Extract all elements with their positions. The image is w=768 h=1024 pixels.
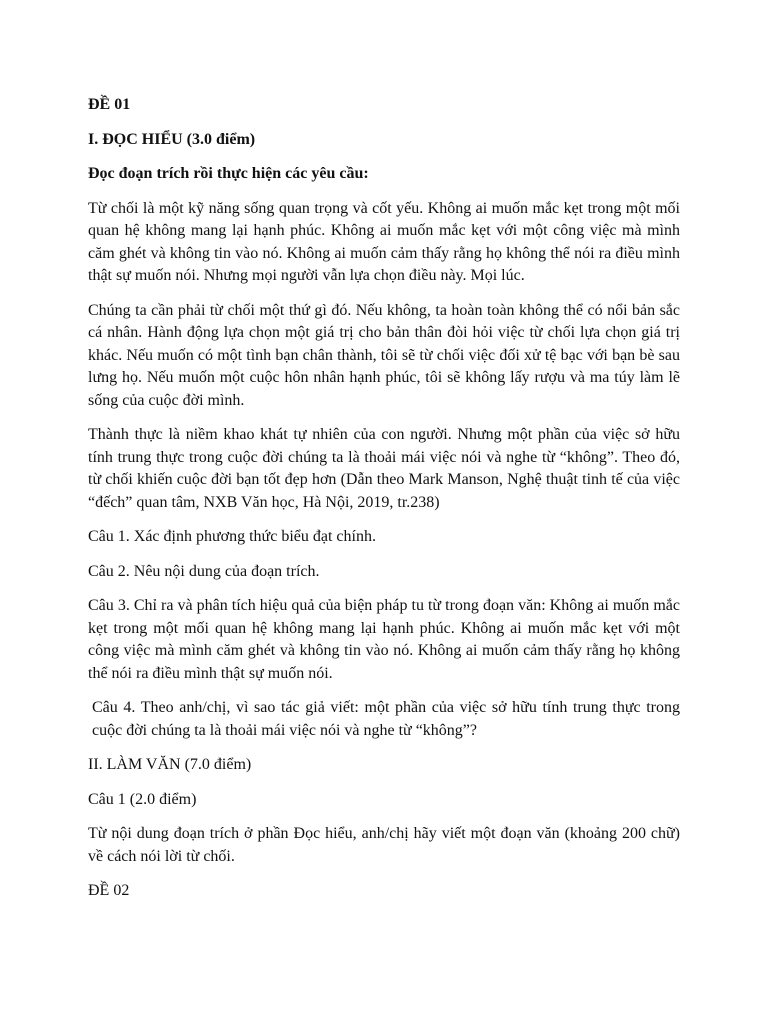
- document-page: [88, 94, 680, 915]
- question-2: Câu 2. Nêu nội dung của đoạn trích.: [88, 562, 320, 580]
- passage-paragraph-3: Thành thực là niềm khao khát tự nhiên của con người. Nhưng một phần của việc sở hữu tính trung thực trong cuộc đời chúng ta là thoải mái việc nói và nghe từ “không”. Theo đó, từ chối khiến cuộc đời bạn tốt đẹp hơn (Dẫn theo Mark Manson, Nghệ thuật tinh tế của việc “đếch” quan tâm, NXB Văn học, Hà Nội, 2019, tr.238): [88, 426, 680, 511]
- passage-paragraph-2: Chúng ta cần phải từ chối một thứ gì đó. Nếu không, ta hoàn toàn không thể có nổi bản sắc cá nhân. Hành động lựa chọn một giá trị cho bản thân đòi hỏi việc từ chối lựa chọn giá trị khác. Nếu muốn có một tình bạn chân thành, tôi sẽ từ chối việc đối xử tệ bạc với bạn bè sau lưng họ. Nếu muốn một cuộc hôn nhân hạnh phúc, tôi sẽ không lấy rượu và ma túy làm lẽ sống của cuộc đời mình.: [88, 301, 680, 409]
- question-1: Câu 1. Xác định phương thức biểu đạt chính.: [88, 528, 376, 545]
- essay-question-1-text: Từ nội dung đoạn trích ở phần Đọc hiểu, anh/chị hãy viết một đoạn văn (khoảng 200 chữ) về cách nói lời từ chối.: [88, 825, 680, 865]
- exam-title-de01: ĐỀ 01: [88, 96, 131, 113]
- exam-title-de02: ĐỀ 02: [88, 882, 130, 899]
- question-4: Câu 4. Theo anh/chị, vì sao tác giả viết: một phần của việc sở hữu tính trung thực trong cuộc đời chúng ta là thoải mái việc nói và nghe từ “không”?: [92, 699, 680, 739]
- reading-instruction: Đọc đoạn trích rồi thực hiện các yêu cầu:: [88, 165, 369, 182]
- question-3: Câu 3. Chỉ ra và phân tích hiệu quả của biện pháp tu từ trong đoạn văn: Không ai muốn mắc kẹt trong một mối quan hệ không mang lại hạnh phúc. Không ai muốn mắc kẹt với một công việc mà mình căm ghét và không tin vào nó. Không ai muốn cảm thấy rằng họ không thể nói ra điều mình thật sự muốn nói.: [88, 597, 680, 682]
- essay-question-1-label: Câu 1 (2.0 điểm): [88, 790, 197, 808]
- section-heading-reading: I. ĐỌC HIỂU (3.0 điểm): [88, 130, 256, 148]
- section-heading-writing: II. LÀM VĂN (7.0 điểm): [88, 756, 252, 773]
- passage-paragraph-1: Từ chối là một kỹ năng sống quan trọng và cốt yếu. Không ai muốn mắc kẹt trong một mối quan hệ không mang lại hạnh phúc. Không ai muốn mắc kẹt với một công việc mà mình căm ghét và không tin vào nó. Không ai muốn cảm thấy rằng họ không thể nói ra điều mình thật sự muốn nói. Nhưng mọi người vẫn lựa chọn điều này. Mọi lúc.: [88, 199, 680, 284]
